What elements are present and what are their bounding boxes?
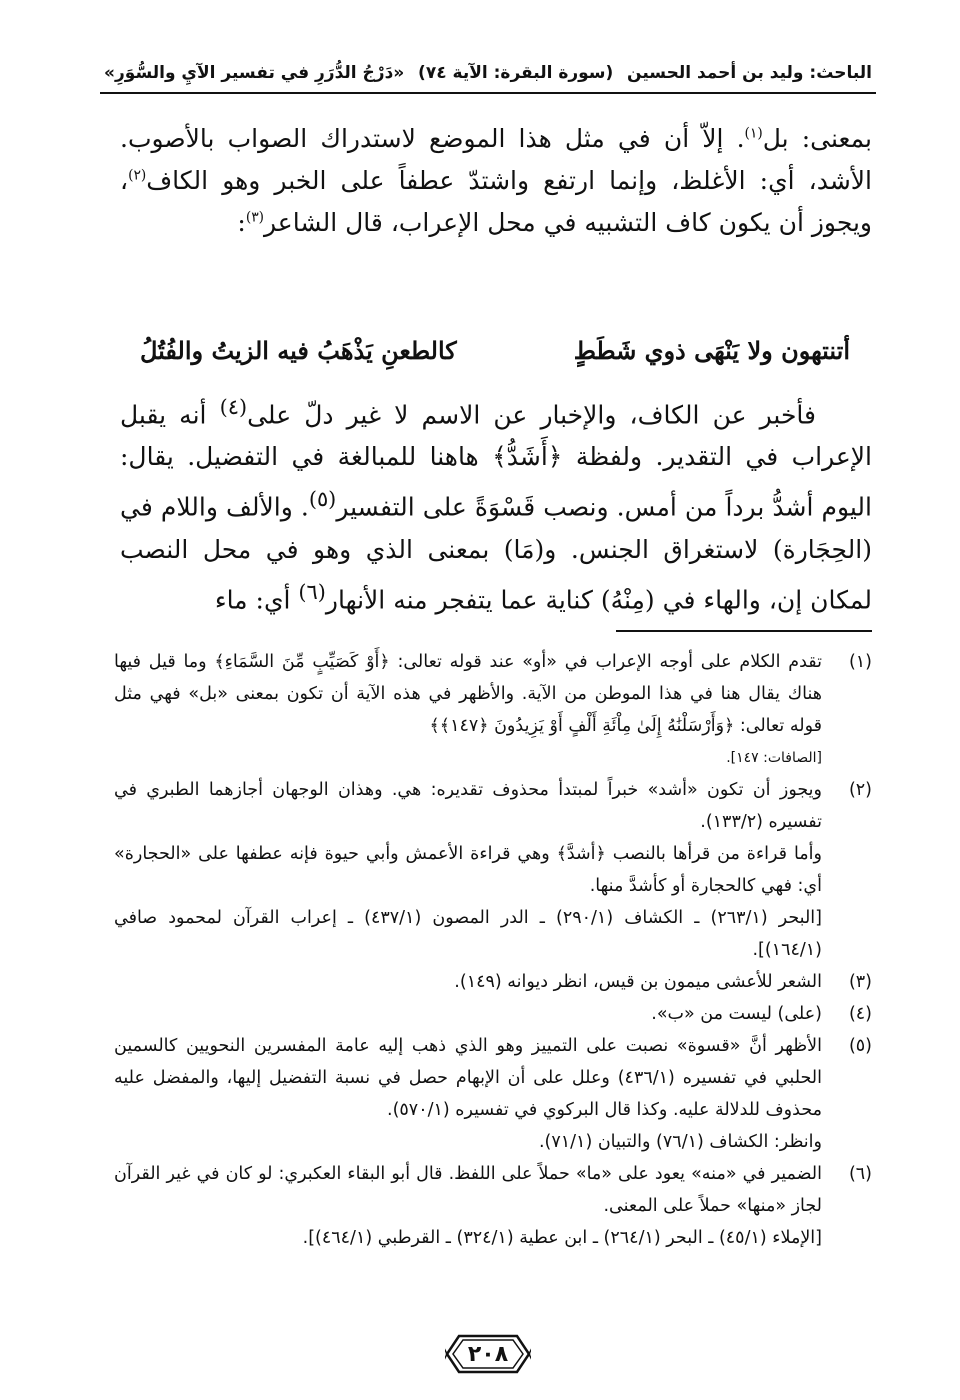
footnote-text: الضمير في «منه» يعود على «ما» حملاً على اللفظ. قال أبو البقاء العكبري: لو كان في غير القرآن لجاز «منها» حملاً على المعنى.	[114, 1164, 822, 1216]
footnote-1	[114, 646, 872, 774]
text-run: فأخبر عن الكاف، والإخبار عن الاسم لا غير دلّ على	[247, 400, 816, 430]
footnote-number: (٢)	[848, 780, 872, 800]
footnote-ref: (٣)	[245, 209, 264, 226]
main-text-top	[120, 118, 872, 244]
page-number: ٢٠٨	[467, 1341, 509, 1367]
page-number-ornament	[445, 1332, 531, 1376]
text-run: ، ويجوز أن يكون كاف التشبيه في محل الإعراب، قال الشاعر	[120, 166, 872, 237]
paragraph-2	[120, 386, 872, 621]
footnote-ref: (٥)	[308, 487, 337, 512]
footnote-ref: (٤)	[219, 395, 248, 419]
footnote-number: (٥)	[848, 1036, 872, 1056]
footnote-divider	[616, 630, 872, 632]
footnote-text: [الإملاء (٤٥/١) ـ البحر (٢٦٤/١) ـ ابن عطية (٣٢٤/١) ـ القرطبي (٤٦٤/١)].	[302, 1228, 822, 1248]
header-sura: (سورة البقرة: الآية ٧٤)	[418, 63, 614, 83]
footnote-5	[114, 1030, 872, 1158]
footnote-text: ويجوز أن تكون «أشد» خبراً لمبتدأ محذوف تقديره: هي. وهذان الوجهان أجازهما الطبري في تفسيره (١٣٣/٢).	[114, 780, 822, 832]
footnote-6	[114, 1158, 872, 1254]
text-run: أي: ماء	[214, 584, 299, 614]
footnote-number: (٤)	[848, 1004, 872, 1024]
header-divider	[100, 92, 876, 94]
footnote-text: الأظهر أنَّ «قسوة» نصبت على التمييز وهو الذي ذهب إليه عامة المفسرين النحويين كالسمين الحلبي في تفسيره (٤٣٦/١) وعلل على أن الإبهام حصل في نسبة التفضيل إليها، والمفضل عليه محذوف للدلالة عليه. وكذا قال البركوي في تفسيره (٥٧٠/١).	[114, 1036, 822, 1120]
footnote-text: الشعر للأعشى ميمون بن قيس، انظر ديوانه (١٤٩).	[454, 972, 822, 992]
running-header	[104, 56, 872, 90]
footnote-ref: (٦)	[298, 579, 326, 604]
footnote-text: وانظر: الكشاف (٧٦/١) والتبيان (٧١/١).	[538, 1132, 822, 1152]
footnote-3	[114, 966, 872, 998]
header-book-title: «دَرْجُ الدُّرَرِ في تفسير الآيِ والسُّوَرِ»	[104, 63, 405, 83]
footnote-text: (على) ليست من «ب».	[651, 1004, 822, 1024]
footnote-4	[114, 998, 872, 1030]
main-text-bottom	[120, 386, 872, 621]
text-run: . إلاّ أن في مثل هذا الموضع لاستدراك الصواب بالأصوب. الأشد، أي: الأغلظ، وإنما ارتفع واشتدّ عطفاً على الخبر وهو الكاف	[120, 124, 872, 195]
footnote-2	[114, 774, 872, 966]
footnote-ref: (٢)	[128, 167, 147, 184]
verse-second-hemistich: كالطعنِ يَذْهَبُ فيه الزيتُ والفُتُلُ	[140, 336, 457, 365]
footnote-text: تقدم الكلام على أوجه الإعراب في «أو» عند قوله تعالى: ﴿أَوْ كَصَيِّبٍ مِّنَ السَّمَاءِ﴾ وما قيل فيها هناك يقال هنا في هذا الموطن من الآية. والأظهر في هذه الآية أن تكون بمعنى «بل» فهي مثل قوله تعالى: ﴿وَأَرْسَلْنَٰهُ إِلَىٰ مِاْئَةِ أَلْفٍ أَوْ يَزِيدُونَ ﴿١٤٧﴾﴾	[114, 652, 822, 736]
footnote-text: [البحر (٢٦٣/١) ـ الكشاف (٢٩٠/١) ـ الدر المصون (٤٣٧/١) ـ إعراب القرآن لمحمود صافي (١٦٤/١)].	[114, 908, 822, 960]
poetry-verse	[140, 336, 850, 365]
verse-first-hemistich: أتنتهون ولا يَنْهَى ذوي شَطَطٍ	[573, 336, 850, 365]
footnote-number: (٦)	[848, 1164, 872, 1184]
footnote-number: (٣)	[848, 972, 872, 992]
footnotes	[114, 646, 872, 1254]
text-run: بمعنى: بل	[762, 124, 872, 153]
footnote-reference: [الصافات: ١٤٧].	[726, 750, 822, 766]
footnote-number: (١)	[848, 652, 872, 672]
header-author: الباحث: وليد بن أحمد الحسين	[627, 63, 872, 83]
text-run: . والألف واللام في (الحِجَارة) لاستغراق الجنس. و(مَا) بمعنى الذي وهو في محل النصب لمكان إن، والهاء في (مِنْهُ) كناية عما يتفجر منه الأنهار	[120, 492, 872, 614]
footnote-ref: (١)	[744, 125, 763, 142]
text-run: أنه يقبل الإعراب في التقدير. ولفظة ﴿أَشَدُّ﴾ هاهنا للمبالغة في التفضيل. يقال: اليوم أشدُّ برداً من أمس. ونصب قَسْوَةً على التفسير	[120, 400, 872, 522]
text-run: :	[237, 208, 246, 237]
footnote-text: وأما قراءة من قرأها بالنصب ﴿أشدَّ﴾ وهي قراءة الأعمش وأبي حيوة فإنه عطفها على «الحجارة» أي: فهي كالحجارة أو كأشدَّ منها.	[114, 844, 822, 896]
paragraph-1	[120, 118, 872, 244]
